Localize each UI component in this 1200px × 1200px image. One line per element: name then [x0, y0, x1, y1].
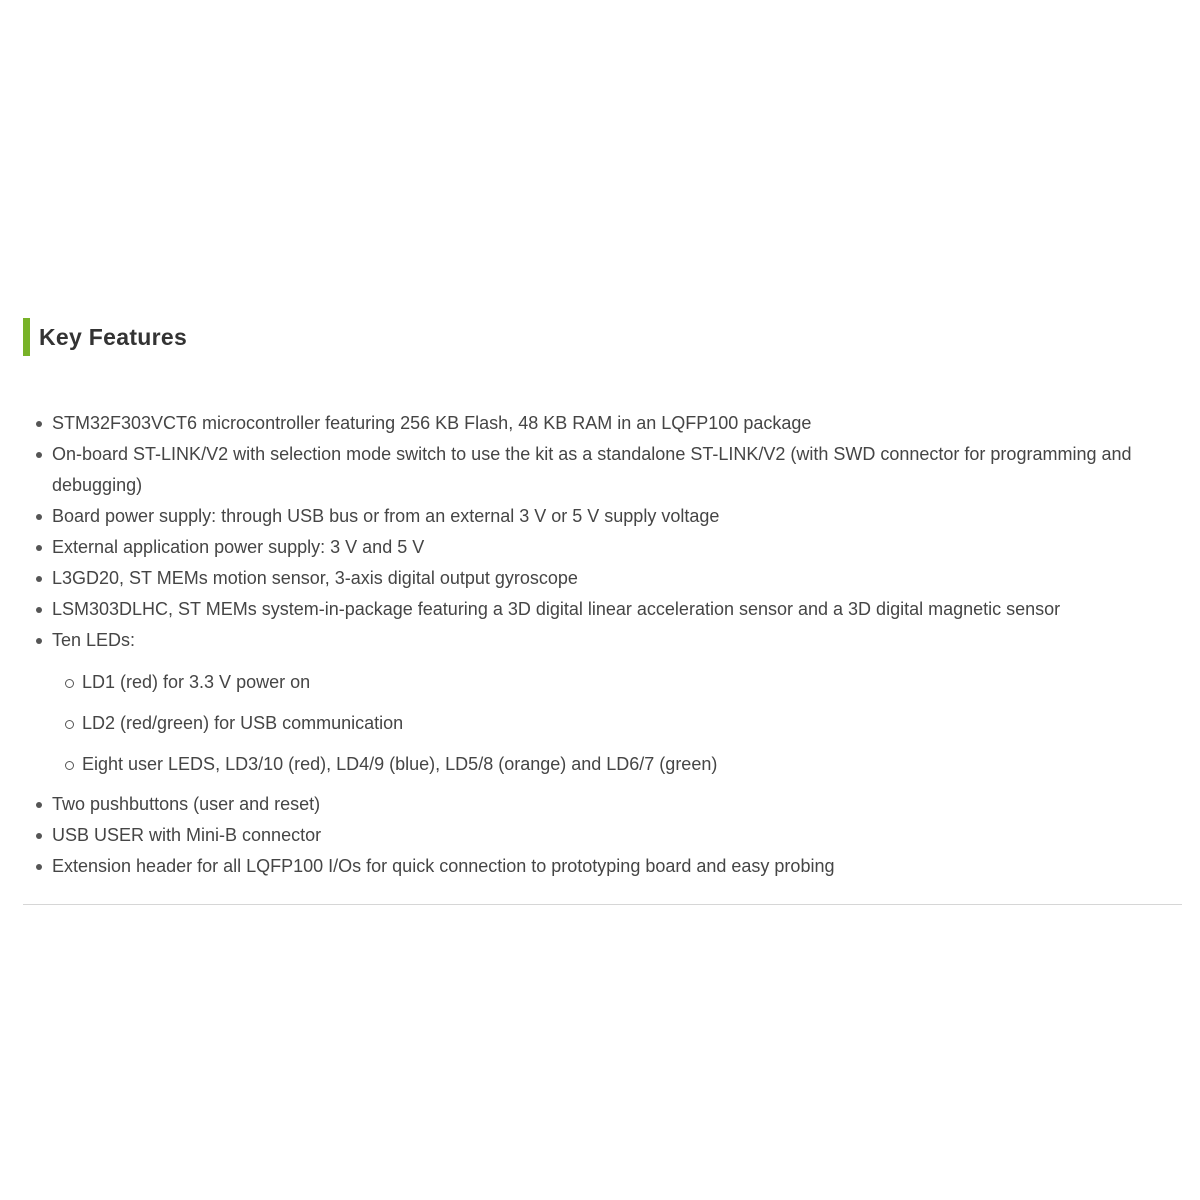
list-item-leds: Ten LEDs: LD1 (red) for 3.3 V power on LD2 (red/green) for USB communication Eight user LEDS, LD3/10 (red), LD4/9 (blue), LD5/8 (orange) and LD6/7 (green)	[23, 625, 1182, 785]
key-features-section	[23, 318, 1182, 882]
list-item: External application power supply: 3 V and 5 V	[23, 532, 1182, 563]
bullet-icon	[36, 576, 42, 582]
heading-accent-bar	[23, 318, 30, 356]
sublist-item: Eight user LEDS, LD3/10 (red), LD4/9 (blue), LD5/8 (orange) and LD6/7 (green)	[52, 744, 1182, 785]
bullet-icon	[36, 802, 42, 808]
section-divider	[23, 904, 1182, 905]
bullet-icon	[36, 607, 42, 613]
list-item: LSM303DLHC, ST MEMs system-in-package featuring a 3D digital linear acceleration sensor and a 3D digital magnetic sensor	[23, 594, 1182, 625]
list-item: On-board ST-LINK/V2 with selection mode switch to use the kit as a standalone ST-LINK/V2 (with SWD connector for programming and debugging)	[23, 439, 1182, 501]
bullet-icon	[36, 545, 42, 551]
list-item: Two pushbuttons (user and reset)	[23, 789, 1182, 820]
section-title: Key Features	[39, 323, 188, 350]
bullet-icon	[36, 864, 42, 870]
bullet-icon	[36, 452, 42, 458]
list-item: L3GD20, ST MEMs motion sensor, 3-axis digital output gyroscope	[23, 563, 1182, 594]
list-item: Board power supply: through USB bus or from an external 3 V or 5 V supply voltage	[23, 501, 1182, 532]
sublist-item: LD2 (red/green) for USB communication	[52, 703, 1182, 744]
bullet-icon	[36, 833, 42, 839]
bullet-icon	[36, 638, 42, 644]
circle-bullet-icon	[65, 679, 74, 688]
sublist-item: LD1 (red) for 3.3 V power on	[52, 662, 1182, 703]
section-heading	[23, 318, 1182, 356]
bullet-icon	[36, 421, 42, 427]
circle-bullet-icon	[65, 720, 74, 729]
list-item: USB USER with Mini-B connector	[23, 820, 1182, 851]
list-item: Extension header for all LQFP100 I/Os for quick connection to prototyping board and easy probing	[23, 851, 1182, 882]
circle-bullet-icon	[65, 761, 74, 770]
feature-list	[23, 408, 1182, 882]
list-item: STM32F303VCT6 microcontroller featuring 256 KB Flash, 48 KB RAM in an LQFP100 package	[23, 408, 1182, 439]
led-sublist	[52, 662, 1182, 785]
bullet-icon	[36, 514, 42, 520]
